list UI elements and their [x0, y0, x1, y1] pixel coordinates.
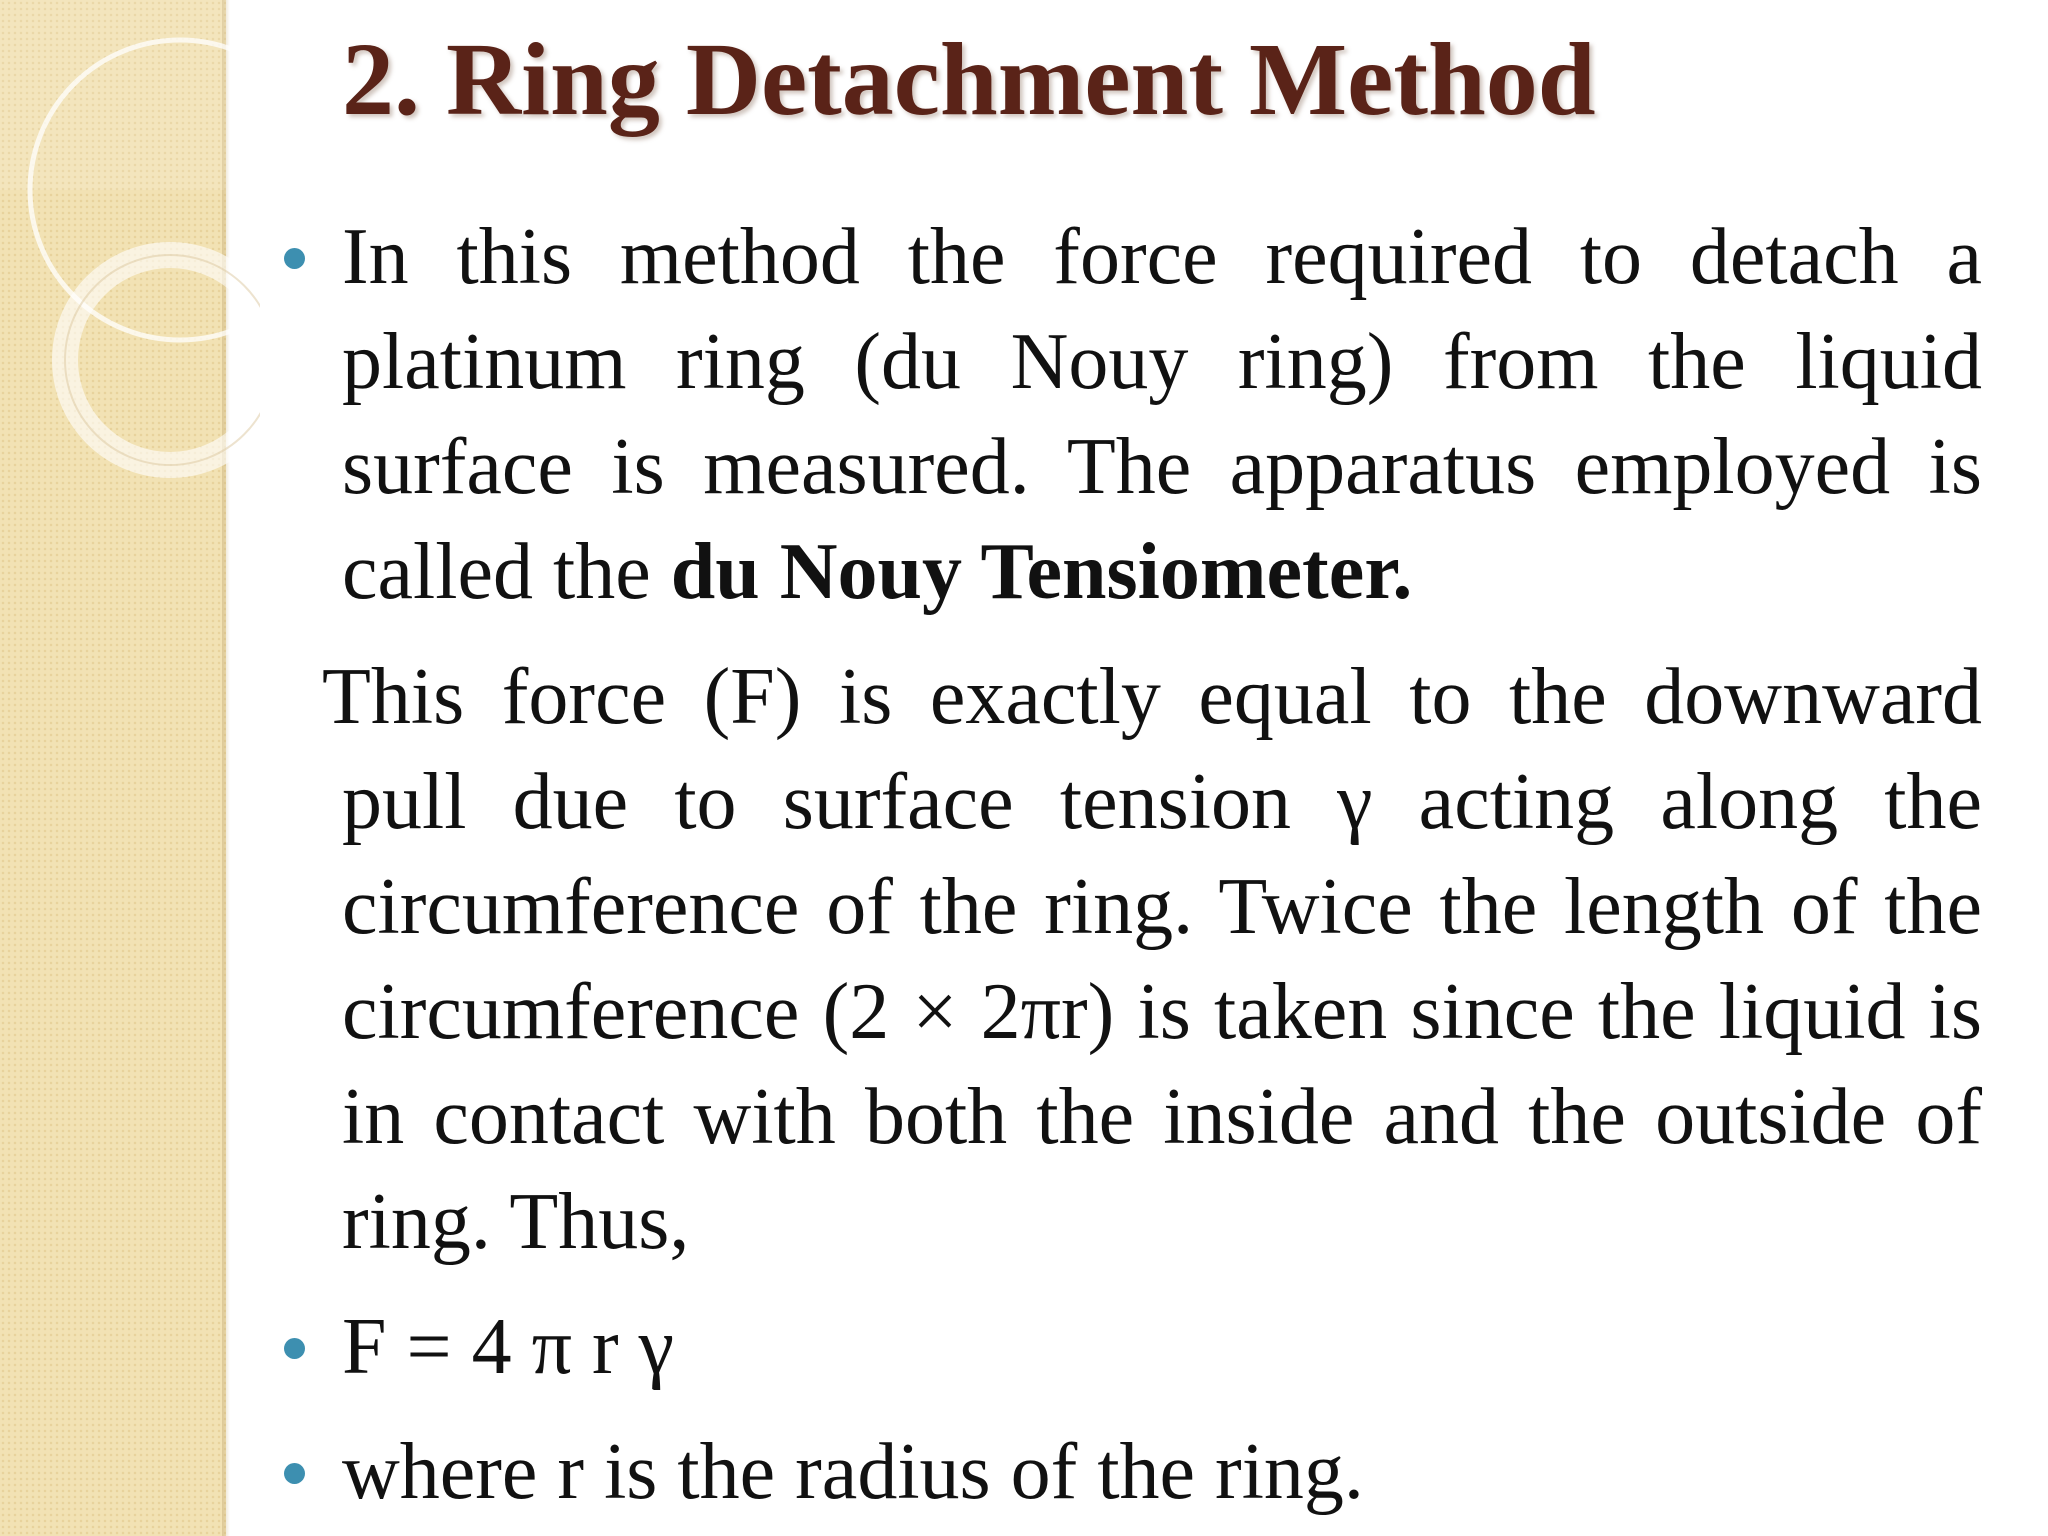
bullet-paragraph-method [342, 205, 1982, 625]
paragraph-method-text: In this method the force required to detach a platinum ring (du Nouy ring) from the liquid surface is measured. The apparatus employed is called the [342, 213, 1982, 616]
slide-content [322, 205, 1982, 1525]
paragraph-force-explanation: This force (F) is exactly equal to the downward pull due to surface tension γ acting along the circumference of the ring. Twice the length of the circumference (2 × 2πr) is taken since the liquid is in contact with both the inside and the outside of ring. Thus, [322, 653, 1982, 1266]
decorative-rings-graphic [0, 0, 260, 520]
bullet-where-radius: where r is the radius of the ring. [342, 1420, 1982, 1525]
tensiometer-bold-text: du Nouy Tensiometer. [670, 528, 1413, 616]
slide-title: 2. Ring Detachment Method [342, 22, 1596, 137]
bullet-formula: F = 4 π r γ [342, 1295, 1982, 1400]
